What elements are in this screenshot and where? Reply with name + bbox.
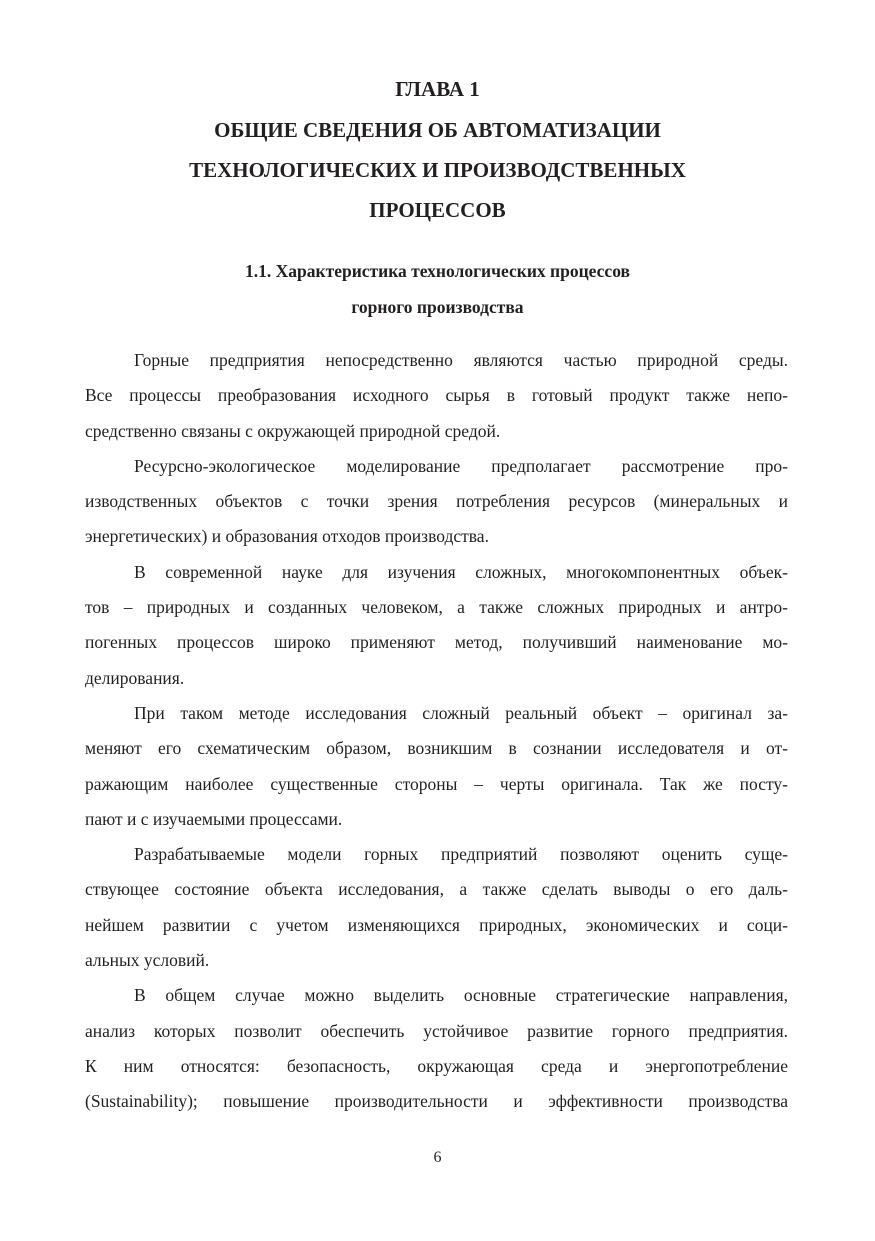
text-line: Горные предприятия непосредственно являются частью природной среды.	[134, 350, 788, 370]
text-line: ражающим наиболее существенные стороны – черты оригинала. Так же посту-	[85, 773, 788, 794]
text-line: делирования.	[85, 667, 185, 688]
text-line: средственно связаны с окружающей природной средой.	[85, 420, 501, 441]
section-heading-line: 1.1. Характеристика технологических процессов	[245, 261, 630, 281]
text-line: пают и с изучаемыми процессами.	[85, 808, 343, 829]
text-line: В общем случае можно выделить основные стратегические направления,	[134, 985, 788, 1006]
text-line: нейшем развитии с учетом изменяющихся природных, экономических и соци-	[85, 914, 788, 935]
text-line: При таком методе исследования сложный реальный объект – оригинал за-	[134, 702, 788, 723]
page-number: 6	[433, 1149, 442, 1166]
text-line: погенных процессов широко применяют метод, получивший наименование мо-	[85, 632, 788, 653]
text-line: (Sustainability); повышение производительности и эффективности производства	[85, 1091, 788, 1112]
body-text	[85, 343, 788, 1120]
chapter-title-line: ТЕХНОЛОГИЧЕСКИХ И ПРОИЗВОДСТВЕННЫХ	[189, 158, 686, 182]
text-line: Разрабатываемые модели горных предприятий позволяют оценить суще-	[134, 844, 788, 865]
text-line: энергетических) и образования отходов производства.	[85, 526, 489, 547]
chapter-number: ГЛАВА 1	[395, 77, 480, 101]
text-line: Все процессы преобразования исходного сырья в готовый продукт также непо-	[85, 385, 788, 406]
text-line: Ресурсно-экологическое моделирование предполагает рассмотрение про-	[134, 455, 788, 476]
text-line: тов – природных и созданных человеком, а также сложных природных и антро-	[85, 597, 788, 618]
section-heading-line: горного производства	[351, 297, 524, 317]
text-line: альных условий.	[85, 950, 210, 971]
chapter-title-line: ПРОЦЕССОВ	[369, 198, 506, 222]
chapter-title	[0, 110, 875, 230]
text-line: К ним относятся: безопасность, окружающая среда и энергопотребление	[85, 1055, 788, 1076]
section-heading	[0, 253, 875, 325]
text-line: В современной науке для изучения сложных, многокомпонентных объек-	[134, 561, 788, 582]
text-line: анализ которых позволит обеспечить устойчивое развитие горного предприятия.	[85, 1020, 788, 1041]
text-line: изводственных объектов с точки зрения потребления ресурсов (минеральных и	[85, 491, 788, 512]
text-line: ствующее состояние объекта исследования, а также сделать выводы о его даль-	[85, 879, 788, 900]
chapter-title-line: ОБЩИЕ СВЕДЕНИЯ ОБ АВТОМАТИЗАЦИИ	[214, 118, 661, 142]
text-line: меняют его схематическим образом, возникшим в сознании исследователя и от-	[85, 738, 788, 759]
